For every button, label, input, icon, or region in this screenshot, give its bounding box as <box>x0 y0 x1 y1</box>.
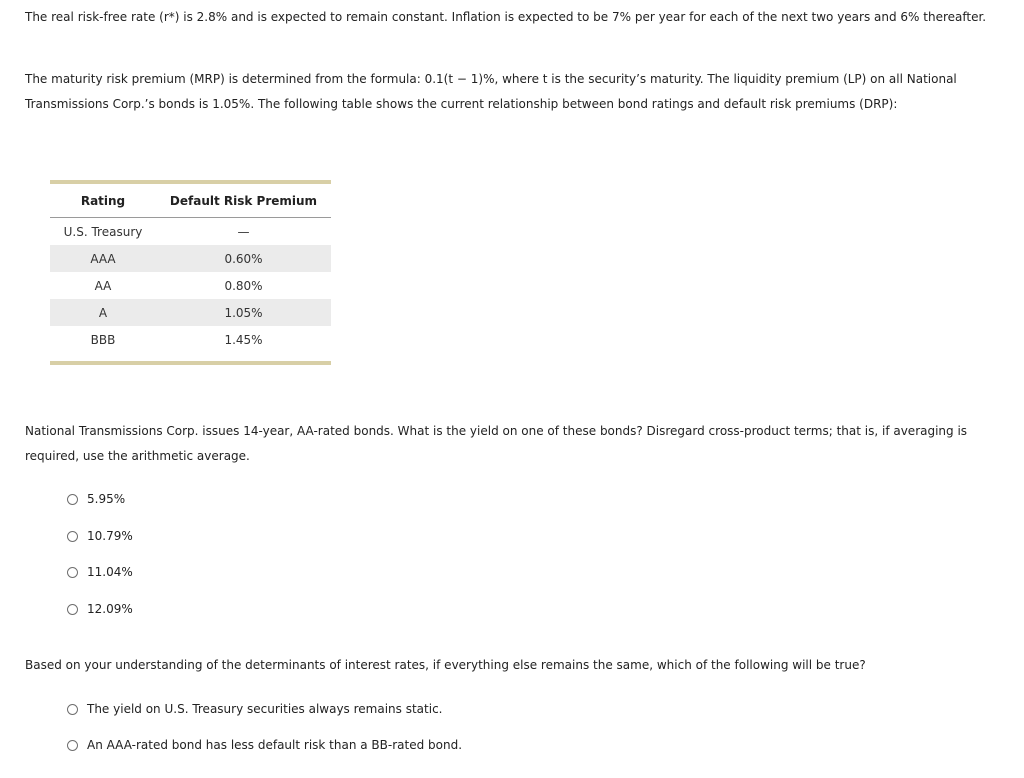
q2-option-2[interactable] <box>67 738 462 752</box>
drp-table <box>50 180 331 365</box>
table-header-row <box>50 184 331 218</box>
option-label: 11.04% <box>87 565 133 579</box>
drp-cell: — <box>237 224 250 239</box>
rating-cell: A <box>98 305 108 320</box>
radio-button[interactable] <box>67 494 78 505</box>
q1-option-3[interactable] <box>67 565 133 579</box>
radio-button[interactable] <box>67 567 78 578</box>
table-row <box>50 272 331 299</box>
q1-option-1[interactable] <box>67 492 125 506</box>
table-bottom-padding <box>50 353 331 361</box>
table-row <box>50 218 331 245</box>
question-1-text: National Transmissions Corp. issues 14-year, AA-rated bonds. What is the yield on one of these bonds? Disregard cross-product terms; that is, if averaging is required, use the arithmetic average. <box>25 424 968 463</box>
option-label: 10.79% <box>87 529 133 543</box>
table-row <box>50 326 331 353</box>
rating-cell: AAA <box>90 251 116 266</box>
drp-cell: 0.60% <box>224 251 263 266</box>
q2-option-1[interactable] <box>67 702 442 716</box>
rating-cell: U.S. Treasury <box>63 224 143 239</box>
option-label: 12.09% <box>87 602 133 616</box>
radio-button[interactable] <box>67 740 78 751</box>
drp-cell: 0.80% <box>224 278 263 293</box>
radio-button[interactable] <box>67 704 78 715</box>
rating-cell: AA <box>94 278 112 293</box>
header-drp: Default Risk Premium <box>169 193 318 208</box>
table-row <box>50 245 331 272</box>
option-label: 5.95% <box>87 492 126 506</box>
q1-option-4[interactable] <box>67 602 133 616</box>
q1-option-2[interactable] <box>67 529 133 543</box>
drp-cell: 1.45% <box>224 332 263 347</box>
rating-cell: BBB <box>90 332 116 347</box>
option-label: The yield on U.S. Treasury securities always remains static. <box>87 702 443 716</box>
radio-button[interactable] <box>67 531 78 542</box>
question-2-text: Based on your understanding of the determinants of interest rates, if everything else remains the same, which of the following will be true? <box>25 658 866 672</box>
table-row <box>50 299 331 326</box>
header-rating: Rating <box>80 193 126 208</box>
drp-cell: 1.05% <box>224 305 263 320</box>
intro-paragraph-1: The real risk-free rate (r*) is 2.8% and is expected to remain constant. Inflation is expected to be 7% per year for each of the next two years and 6% thereafter. <box>25 10 987 24</box>
intro-paragraph-2: The maturity risk premium (MRP) is determined from the formula: 0.1(t − 1)%, where t is the security’s maturity. The liquidity premium (LP) on all National Transmissions Corp.’s bonds is 1.05%. The following table shows the current relationship between bond ratings and default risk premiums (DRP): <box>25 72 957 111</box>
radio-button[interactable] <box>67 604 78 615</box>
option-label: An AAA-rated bond has less default risk than a BB-rated bond. <box>87 738 463 752</box>
